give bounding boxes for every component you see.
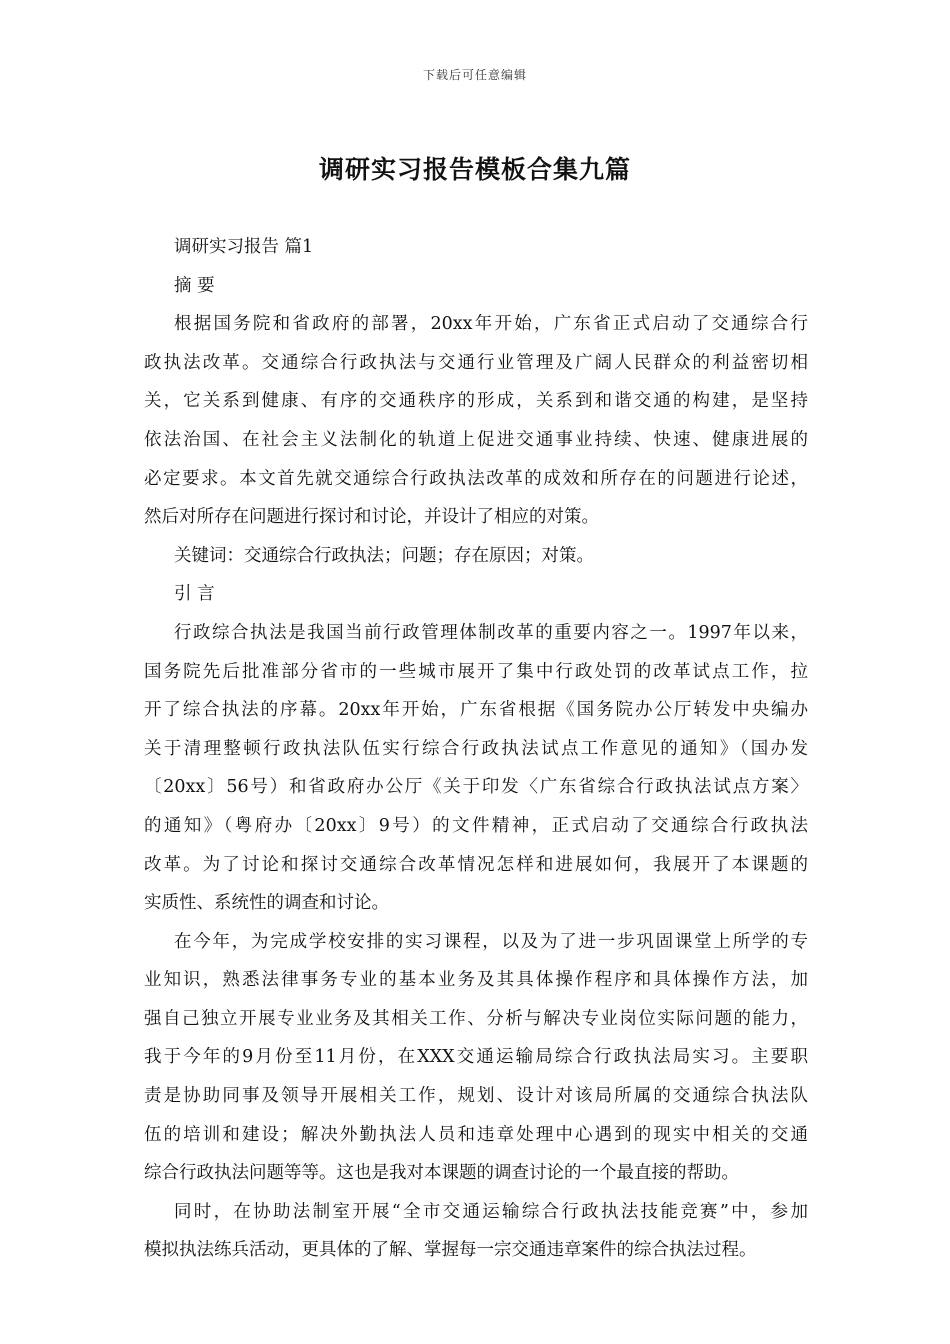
text-line: 然后对所存在问题进行探讨和讨论，并设计了相应的对策。 [144, 507, 599, 528]
abstract-heading: 摘 要 [174, 275, 215, 296]
header-note: 下载后可任意编辑 [422, 68, 527, 82]
text-line: 〔20xx〕56号）和省政府办公厅《关于印发〈广东省综合行政执法试点方案〉 [144, 777, 808, 798]
competition-paragraph [144, 1193, 808, 1270]
document-body [144, 228, 808, 1270]
text-line: 关于清理整顿行政执法队伍实行综合行政执法试点工作意见的通知》（国办发 [144, 738, 808, 759]
text-line: 强自己独立开展专业业务及其相关工作、分析与解决专业岗位实际问题的能力， [144, 1008, 808, 1029]
text-line: 开了综合执法的序幕。20xx年开始，广东省根据《国务院办公厅转发中央编办 [144, 700, 808, 721]
text-line: 国务院先后批准部分省市的一些城市展开了集中行政处罚的改革试点工作，拉 [144, 661, 808, 682]
keywords-line: 关键词：交通综合行政执法；问题；存在原因；对策。 [174, 545, 594, 566]
abstract-paragraph [144, 305, 808, 537]
text-line: 政执法改革。交通综合行政执法与交通行业管理及广阔人民群众的利益密切相 [144, 352, 808, 373]
text-line: 实质性、系统性的调查和讨论。 [144, 893, 389, 914]
intro-paragraph [144, 614, 808, 923]
text-line: 在今年，为完成学校安排的实习课程，以及为了进一步巩固课堂上所学的专 [174, 931, 808, 952]
section-heading: 调研实习报告 篇1 [174, 237, 314, 257]
text-line: 依法治国、在社会主义法制化的轨道上促进交通事业持续、快速、健康进展的 [144, 429, 808, 450]
text-line: 必定要求。本文首先就交通综合行政执法改革的成效和所存在的问题进行论述， [144, 468, 808, 489]
text-line: 责是协助同事及领导开展相关工作，规划、设计对该局所属的交通综合执法队 [144, 1086, 808, 1107]
intro-heading: 引 言 [174, 584, 215, 605]
document-title: 调研实习报告模板合集九篇 [318, 155, 631, 184]
text-line: 模拟执法练兵活动，更具体的了解、掌握每一宗交通违章案件的综合执法过程。 [144, 1240, 757, 1261]
text-line: 根据国务院和省政府的部署，20xx年开始，广东省正式启动了交通综合行 [174, 314, 808, 335]
text-line: 伍的培训和建设；解决外勤执法人员和违章处理中心遇到的现实中相关的交通 [144, 1124, 808, 1145]
text-line: 改革。为了讨论和探讨交通综合改革情况怎样和进展如何，我展开了本课题的 [144, 854, 808, 875]
text-line: 的通知》（粤府办〔20xx〕9号）的文件精神，正式启动了交通综合行政执法 [144, 815, 808, 836]
internship-paragraph [144, 923, 808, 1193]
text-line: 业知识，熟悉法律事务专业的基本业务及其具体操作程序和具体操作方法，加 [144, 970, 808, 991]
text-line: 综合行政执法问题等等。这也是我对本课题的调查讨论的一个最直接的帮助。 [144, 1163, 739, 1184]
text-line: 关，它关系到健康、有序的交通秩序的形成，关系到和谐交通的构建，是坚持 [144, 391, 808, 412]
text-line: 行政综合执法是我国当前行政管理体制改革的重要内容之一。1997年以来， [174, 622, 808, 643]
text-line: 我于今年的9月份至11月份，在XXX交通运输局综合行政执法局实习。主要职 [144, 1047, 808, 1068]
text-line: 同时，在协助法制室开展“全市交通运输综合行政执法技能竞赛”中，参加 [174, 1201, 808, 1222]
